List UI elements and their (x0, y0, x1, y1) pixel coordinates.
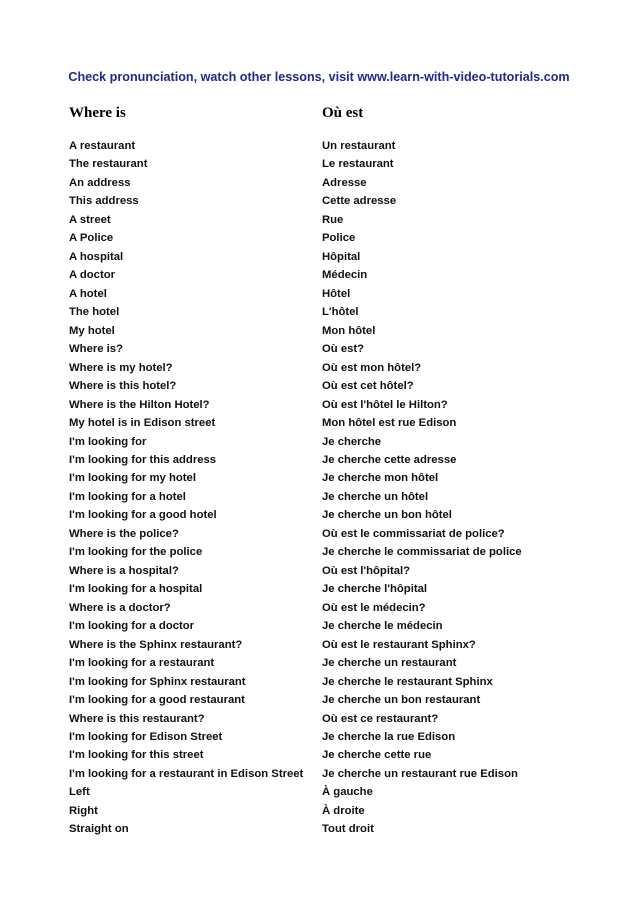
english-phrase: I'm looking for this street (69, 749, 204, 762)
french-phrase: Rue (322, 213, 344, 226)
english-phrase: I'm looking for the police (69, 546, 203, 559)
english-phrase: I'm looking for a restaurant (69, 657, 215, 670)
french-phrase: Je cherche le médecin (322, 620, 443, 633)
french-phrase: Où est? (322, 343, 365, 356)
french-phrase: Adresse (322, 176, 367, 189)
table-row (0, 582, 638, 600)
table-row (0, 416, 638, 434)
table-row (0, 675, 638, 693)
vocab-table (0, 139, 638, 841)
english-phrase: Where is my hotel? (69, 361, 173, 374)
english-phrase: A doctor (69, 269, 116, 282)
english-phrase: A hotel (69, 287, 107, 300)
table-row (0, 287, 638, 305)
table-row (0, 730, 638, 748)
french-phrase: À gauche (322, 786, 373, 799)
english-phrase: My hotel is in Edison street (69, 417, 216, 430)
english-phrase: I'm looking for this address (69, 453, 217, 466)
english-phrase: This address (69, 195, 139, 208)
english-phrase: Where is a hospital? (69, 564, 179, 577)
english-phrase: Where is a doctor? (69, 601, 171, 614)
english-phrase: Left (69, 786, 90, 799)
english-phrase: A hospital (69, 250, 124, 263)
table-row (0, 601, 638, 619)
french-phrase: Je cherche cette rue (322, 749, 432, 762)
french-phrase: Je cherche le commissariat de police (322, 546, 522, 559)
french-phrase: Médecin (322, 269, 368, 282)
french-phrase: Où est ce restaurant? (322, 712, 439, 725)
table-row (0, 527, 638, 545)
table-header (0, 105, 638, 125)
english-phrase: The restaurant (69, 158, 148, 171)
french-phrase: Je cherche cette adresse (322, 453, 457, 466)
table-row (0, 490, 638, 508)
english-phrase: I'm looking for Edison Street (69, 731, 223, 743)
table-row (0, 213, 638, 231)
french-phrase: Je cherche le restaurant Sphinx (322, 675, 493, 688)
english-phrase: Where is this hotel? (69, 380, 177, 393)
french-phrase: L'hôtel (322, 306, 359, 319)
english-phrase: A restaurant (69, 140, 136, 152)
english-phrase: Where is this restaurant? (69, 712, 205, 725)
french-phrase: Où est l'hôtel le Hilton? (322, 398, 448, 411)
table-row (0, 508, 638, 526)
french-phrase: Tout droit (322, 823, 374, 836)
table-row (0, 342, 638, 360)
french-phrase: Je cherche un hôtel (322, 490, 429, 503)
english-phrase: The hotel (69, 306, 120, 319)
table-row (0, 564, 638, 582)
french-phrase: Où est l'hôpital? (322, 564, 411, 577)
english-phrase: I'm looking for a hotel (69, 490, 186, 503)
table-row (0, 305, 638, 323)
english-phrase: I'm looking for (69, 435, 147, 448)
french-phrase: À droite (322, 804, 365, 817)
french-phrase: Le restaurant (322, 158, 394, 171)
english-phrase: Where is? (69, 343, 123, 356)
english-phrase: I'm looking for a hospital (69, 583, 203, 596)
english-phrase: I'm looking for a good hotel (69, 509, 217, 522)
english-phrase: Straight on (69, 823, 129, 836)
french-phrase: Je cherche un restaurant rue Edison (322, 767, 518, 780)
english-phrase: I'm looking for a restaurant in Edison Street (69, 767, 304, 780)
table-row (0, 231, 638, 249)
table-row (0, 324, 638, 342)
table-row (0, 822, 638, 840)
table-row (0, 176, 638, 194)
french-phrase: Je cherche (322, 435, 382, 448)
english-phrase: Right (69, 804, 98, 817)
french-phrase: Je cherche l'hôpital (322, 583, 428, 596)
french-phrase: Où est le commissariat de police? (322, 527, 505, 540)
french-phrase: Où est mon hôtel? (322, 361, 422, 374)
table-row (0, 545, 638, 563)
french-phrase: Hôpital (322, 250, 361, 263)
french-phrase: Où est le restaurant Sphinx? (322, 638, 476, 651)
french-phrase: Je cherche mon hôtel (322, 472, 439, 485)
table-row (0, 785, 638, 803)
french-phrase: Je cherche un restaurant (322, 657, 457, 670)
header-english: Where is (69, 105, 126, 121)
table-row (0, 379, 638, 397)
table-row (0, 157, 638, 175)
table-row (0, 361, 638, 379)
english-phrase: An address (69, 176, 131, 189)
table-row (0, 471, 638, 489)
english-phrase: Where is the police? (69, 527, 179, 540)
table-row (0, 435, 638, 453)
french-phrase: Cette adresse (322, 195, 397, 208)
french-phrase: Mon hôtel est rue Edison (322, 417, 457, 430)
table-row (0, 638, 638, 656)
french-phrase: Police (322, 232, 356, 245)
table-row (0, 804, 638, 822)
table-row (0, 748, 638, 766)
english-phrase: I'm looking for a doctor (69, 620, 195, 633)
english-phrase: Where is the Hilton Hotel? (69, 398, 210, 411)
table-row (0, 194, 638, 212)
page-banner: Check pronunciation, watch other lessons, visit www.learn-with-video-tutorials.com (68, 70, 570, 84)
table-row (0, 139, 638, 157)
table-row (0, 268, 638, 286)
header-french: Où est (322, 105, 364, 121)
table-row (0, 619, 638, 637)
table-row (0, 398, 638, 416)
english-phrase: A street (69, 213, 111, 226)
english-phrase: I'm looking for my hotel (69, 472, 196, 485)
table-row (0, 693, 638, 711)
french-phrase: Je cherche un bon restaurant (322, 694, 481, 707)
french-phrase: Je cherche la rue Edison (322, 731, 456, 743)
table-row (0, 712, 638, 730)
french-phrase: Mon hôtel (322, 324, 376, 337)
english-phrase: Where is the Sphinx restaurant? (69, 638, 243, 651)
table-row (0, 250, 638, 268)
french-phrase: Hôtel (322, 287, 351, 300)
table-row (0, 767, 638, 785)
english-phrase: My hotel (69, 324, 115, 337)
french-phrase: Un restaurant (322, 140, 396, 152)
french-phrase: Où est le médecin? (322, 601, 426, 614)
french-phrase: Je cherche un bon hôtel (322, 509, 452, 522)
table-row (0, 656, 638, 674)
english-phrase: I'm looking for a good restaurant (69, 694, 245, 707)
english-phrase: A Police (69, 232, 114, 245)
french-phrase: Où est cet hôtel? (322, 380, 414, 393)
table-row (0, 453, 638, 471)
english-phrase: I'm looking for Sphinx restaurant (69, 675, 246, 688)
